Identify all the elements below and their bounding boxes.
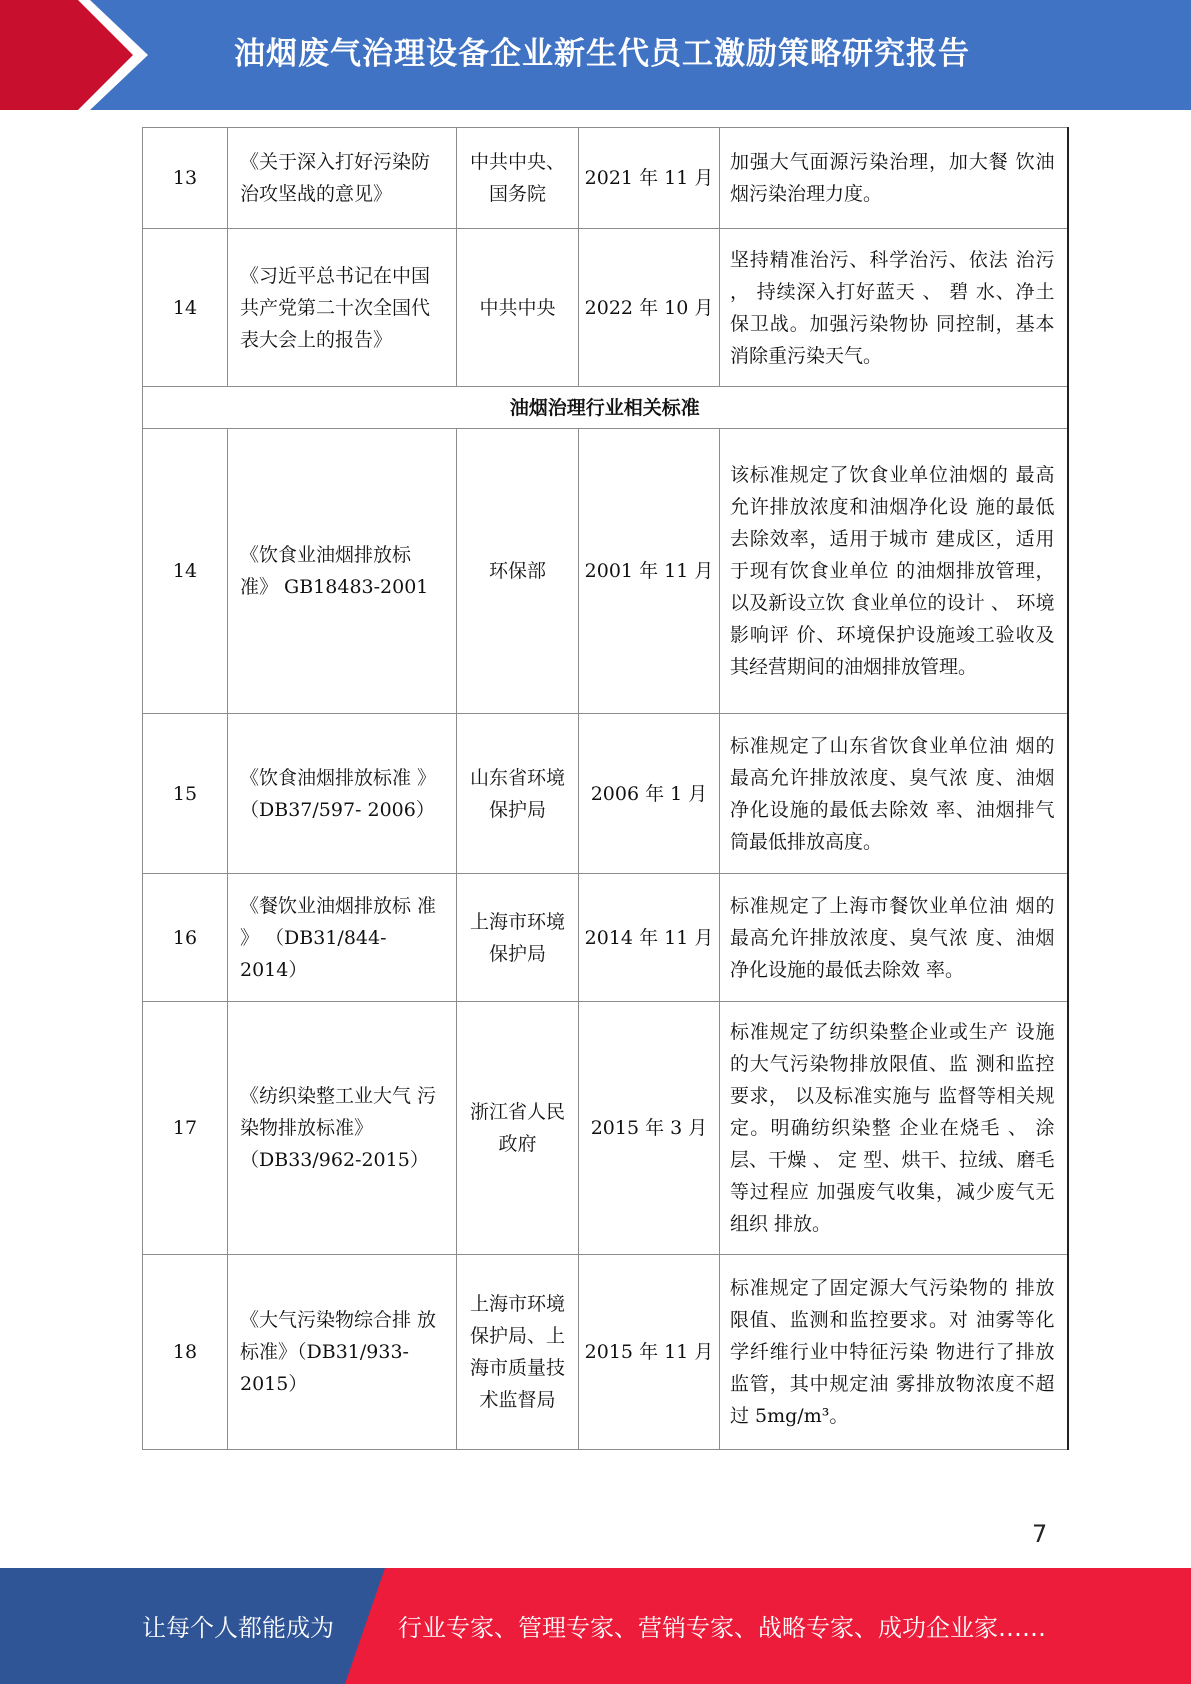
issuing-org: 山东省环境保护局 <box>457 714 579 874</box>
issuing-org: 浙江省人民政府 <box>457 1002 579 1255</box>
description: 标准规定了固定源大气污染物的 排放限值、监测和监控要求。对 油雾等化学纤维行业中特征污染 物进行了排放监管，其中规定油 雾排放物浓度不超过 5mg/m³。 <box>720 1255 1068 1450</box>
issue-date: 2014 年 11 月 <box>579 874 720 1002</box>
row-number: 16 <box>143 874 228 1002</box>
row-number: 15 <box>143 714 228 874</box>
issue-date: 2015 年 11 月 <box>579 1255 720 1450</box>
header-red-block <box>0 0 150 110</box>
row-number: 13 <box>143 128 228 229</box>
table-row <box>143 429 1068 714</box>
report-title: 油烟废气治理设备企业新生代员工激励策略研究报告 <box>234 36 970 72</box>
page-number: 7 <box>1032 1520 1048 1548</box>
issuing-org: 上海市环境保护局、上海市质量技术监督局 <box>457 1255 579 1450</box>
table-row <box>143 128 1068 229</box>
section-title: 油烟治理行业相关标准 <box>143 387 1068 429</box>
table-row <box>143 1002 1068 1255</box>
footer-slogan-right: 行业专家、管理专家、营销专家、战略专家、成功企业家…… <box>398 1614 1046 1642</box>
row-number: 14 <box>143 429 228 714</box>
issue-date: 2021 年 11 月 <box>579 128 720 229</box>
document-name: 《大气污染物综合排 放标准》（DB31/933- 2015） <box>228 1255 457 1450</box>
issuing-org: 中共中央 <box>457 229 579 387</box>
description: 加强大气面源污染治理，加大餐 饮油烟污染治理力度。 <box>720 128 1068 229</box>
issuing-org: 环保部 <box>457 429 579 714</box>
issue-date: 2022 年 10 月 <box>579 229 720 387</box>
issuing-org: 上海市环境保护局 <box>457 874 579 1002</box>
description: 标准规定了上海市餐饮业单位油 烟的最高允许排放浓度、臭气浓 度、油烟净化设施的最低去除效 率。 <box>720 874 1068 1002</box>
page-footer <box>0 1568 1191 1684</box>
table-row <box>143 1255 1068 1450</box>
document-name: 《餐饮业油烟排放标 准 》 （DB31/844- 2014） <box>228 874 457 1002</box>
issue-date: 2015 年 3 月 <box>579 1002 720 1255</box>
table-row <box>143 874 1068 1002</box>
document-name: 《习近平总书记在中国共产党第二十次全国代表大会上的报告》 <box>228 229 457 387</box>
description: 标准规定了山东省饮食业单位油 烟的最高允许排放浓度、臭气浓 度、油烟净化设施的最低去除效 率、油烟排气筒最低排放高度。 <box>720 714 1068 874</box>
standards-table <box>142 127 1069 1450</box>
issue-date: 2006 年 1 月 <box>579 714 720 874</box>
table-row <box>143 229 1068 387</box>
page-header <box>0 0 1191 110</box>
row-number: 17 <box>143 1002 228 1255</box>
section-row <box>143 387 1068 429</box>
description: 该标准规定了饮食业单位油烟的 最高允许排放浓度和油烟净化设 施的最低去除效率，适用于城市 建成区，适用于现有饮食业单位 的油烟排放管理， 以及新设立饮 食业单位的设计 、 环境影响评 价、环境保护设施竣工验收及其经营期间的油烟排放管理。 <box>720 429 1068 714</box>
footer-slogan-left: 让每个人都能成为 <box>142 1614 334 1642</box>
issuing-org: 中共中央、国务院 <box>457 128 579 229</box>
table-row <box>143 714 1068 874</box>
document-name: 《饮食业油烟排放标 准》 GB18483-2001 <box>228 429 457 714</box>
document-name: 《纺织染整工业大气 污染物排放标准》（DB33/962-2015） <box>228 1002 457 1255</box>
document-name: 《饮食油烟排放标准 》 （DB37/597- 2006） <box>228 714 457 874</box>
row-number: 14 <box>143 229 228 387</box>
description: 标准规定了纺织染整企业或生产 设施的大气污染物排放限值、监 测和监控要求， 以及标准实施与 监督等相关规定。明确纺织染整 企业在烧毛 、 涂层、干燥 、 定 型、烘干、拉绒、磨毛等过程应 加强废气收集，减少废气无组织 排放。 <box>720 1002 1068 1255</box>
issue-date: 2001 年 11 月 <box>579 429 720 714</box>
document-name: 《关于深入打好污染防治攻坚战的意见》 <box>228 128 457 229</box>
description: 坚持精准治污、科学治污、依法 治污 ， 持续深入打好蓝天 、 碧 水、净土保卫战。加强污染物协 同控制，基本消除重污染天气。 <box>720 229 1068 387</box>
row-number: 18 <box>143 1255 228 1450</box>
